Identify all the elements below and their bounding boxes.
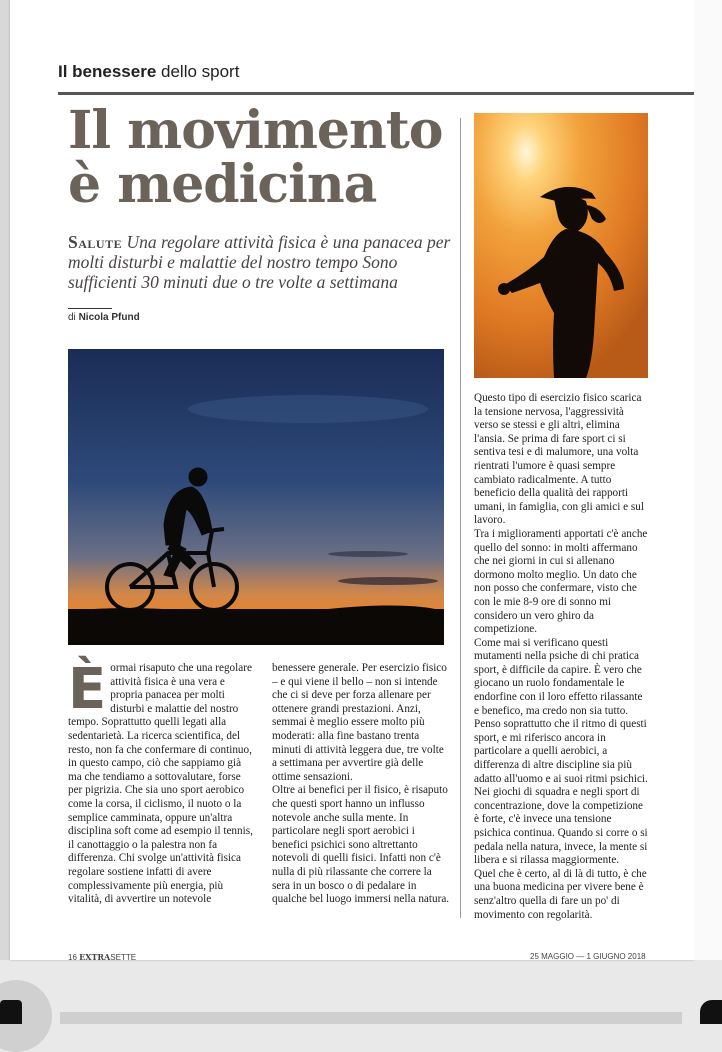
- standfirst-text: Una regolare attività fisica è una panacea per molti disturbi e malattie del nostro tempo Sono sufficienti 30 minuti due o tre volte a settimana: [68, 232, 451, 292]
- brand-rest: SETTE: [110, 953, 137, 962]
- viewer-right-edge: [694, 0, 722, 960]
- runner-silhouette-image: [474, 113, 648, 378]
- viewer-left-edge: [0, 0, 10, 960]
- issue-date: 25 MAGGIO — 1 GIUGNO 2018: [530, 952, 646, 961]
- section-header-bold: Il benessere: [58, 62, 157, 81]
- viewer-tool-icon[interactable]: [0, 1000, 22, 1024]
- brand-bold: EXTRA: [79, 952, 111, 962]
- paragraph: benessere generale. Per esercizio fisico – e qui viene il bello – non si intende che ci si deve per forza allenare per ottenere grandi prestazioni. Anzi, semmai è meglio essere molto più moderati: alla fine bastano trenta minuti di attività leggera due, tre volte a settimana per avvertire già delle ottime sensazioni.: [272, 662, 447, 783]
- paragraph: Come mai si verificano questi mutamenti nella psiche di chi pratica sport, è difficile da capire. È vero che giocano un ruolo fondamentale le endorfine con il loro effetto rilassante e benefico, ma credo non sia tutto. Penso soprattutto che il ritmo di questi sport, e mi riferisco ancora in particolare a quelli aerobici, a differenza di altre discipline sia più adatto all'uomo e ai suoi ritmi psichici. Nei giochi di squadra e negli sport di concentrazione, dove la competizione è forte, c'è invece una tensione psichica continua. Quando si corre o si pedala nella natura, invece, la mente si libera e si rilassa maggiormente.: [474, 636, 648, 867]
- paragraph: Oltre ai benefici per il fisico, è risaputo che questi sport hanno un influsso notevole anche sulla mente. In particolare negli sport aerobici i benefici psichici sono altrettanto notevoli di quelli fisici. Infatti non c'è nulla di più rilassante che correre la sera in un bosco o di pedalare in qualche bel luogo immersi nella natura.: [272, 784, 450, 906]
- section-header-rest: dello sport: [156, 62, 240, 81]
- article-column-3: [474, 392, 650, 922]
- viewer-bottom-toolbar[interactable]: [60, 1012, 682, 1024]
- page-footer-left: [68, 952, 136, 962]
- drop-cap: È: [68, 657, 107, 722]
- headline-line-1: Il movimento: [68, 100, 443, 161]
- article-column-1: [68, 657, 254, 907]
- column-separator: [460, 118, 461, 918]
- paragraph: Questo tipo di esercizio fisico scarica la tensione nervosa, l'aggressività verso se stessi e gli altri, elimina l'ansia. Se prima di fare sport ci si sentiva tesi e di malumore, una volta rientrati l'umore è quasi sempre cambiato radicalmente. A tutto beneficio della qualità dei rapporti umani, in famiglia, con gli amici e sul lavoro.: [474, 392, 644, 527]
- headline: [68, 100, 448, 215]
- headline-line-2: è medicina: [68, 154, 377, 215]
- byline-author: Nicola Pfund: [78, 312, 140, 323]
- paragraph: Quel che è certo, al di là di tutto, è che una buona medicina per vivere bene è senz'altro quella di fare un po' di movimento con regolarità.: [474, 867, 647, 921]
- viewer-nav-icon[interactable]: [700, 1000, 722, 1024]
- standfirst: [68, 232, 458, 292]
- byline-rule: [68, 308, 112, 309]
- header-rule: [58, 92, 694, 95]
- page-number: 16: [68, 953, 77, 962]
- standfirst-kicker: Salute: [68, 232, 123, 252]
- paragraph: Tra i miglioramenti apportati c'è anche quello del sonno: in molti affermano che nei giorni in cui si allenano dormono molto meglio. Un dato che non posso che confermare, visto che con le mie 8-9 ore di sonno mi considero un vero ghiro da competizione.: [474, 527, 648, 636]
- article-column-1-text: ormai risaputo che una regolare attività fisica è una vera e propria panacea per molti disturbi e malattie del nostro tempo. Soprattutto quelli legati alla sedentarietà. La ricerca scientifica, del resto, non fa che confermare di continuo, in questo campo, ciò che sappiamo già ma che tendiamo a sottovalutare, forse per pigrizia. Che sia uno sport aerobico come la corsa, il ciclismo, il nuoto o la semplice camminata, oppure un'altra disciplina soft come ad esempio il tennis, il canottaggio o la palestra non fa differenza. Chi svolge un'attività fisica regolare sostiene infatti di avere complessivamente più energia, più vitalità, di avvertire un notevole: [68, 662, 253, 906]
- byline: [68, 312, 140, 323]
- article-column-2: [272, 662, 450, 907]
- section-header: [58, 62, 239, 82]
- cyclist-silhouette-image: [68, 349, 444, 645]
- byline-prefix: di: [68, 312, 79, 323]
